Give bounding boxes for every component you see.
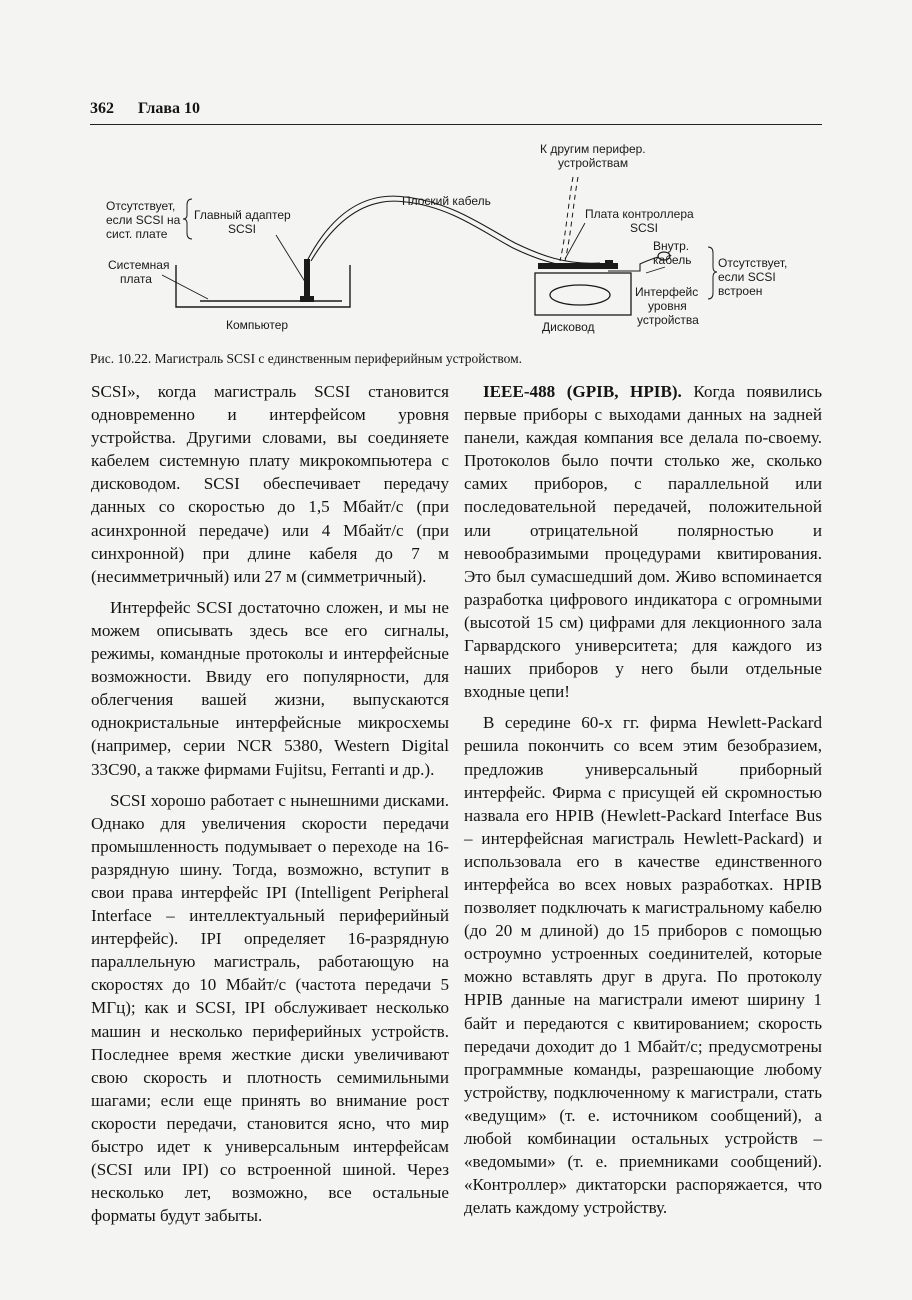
paragraph: SCSI хорошо работает с нынешними дисками. Однако для увеличения скорости передачи промышленность подумывает о переходе на 16-разрядную шину. Тогда, возможно, вступит в свои права интерфейс IPI (Intelligent Peripheral Interface – интеллектуальный периферийный интерфейс). IPI определяет 16-разрядную параллельную магистраль, работающую на скоростях до 10 Мбайт/с (частота передачи 5 МГц); как и SCSI, IPI обслуживает несколько машин и несколько периферийных устройств. Последнее время жесткие диски увеличивают свою скорость и плотность семимильными шагами; если еще принять во внимание рост скорости передачи, становится ясно, что мир быстро идет к универсальным интерфейсам (SCSI или IPI) со встроенной шиной. Через несколько лет, возможно, все остальные форматы будут забыты. — [91, 790, 449, 1226]
paragraph: SCSI», когда магистраль SCSI становится одновременно и интерфейсом уровня устройства. Другими словами, вы соединяете кабелем системную плату микрокомпьютера с дисководом. SCSI обеспечивает передачу данных со скоростью до 1,5 Мбайт/с (при асинхронной передаче) или 4 Мбайт/с (при синхронной) при длине кабеля до 7 м (несимметричный) или 27 м (симметричный). — [91, 382, 449, 586]
label-disk-drive: Дисковод — [542, 320, 595, 334]
label-device-iface-3: устройства — [637, 313, 699, 327]
label-other-devices-2: устройствам — [558, 156, 629, 170]
page-number: 362 — [90, 100, 114, 117]
paragraph: В середине 60-х гг. фирма Hewlett-Packard решила покончить со всем этим безобразием, предложив универсальный приборный интерфейс. Фирма с присущей ей скромностью назвала его HPIB (Hewlett-Packard Interface Bus – интерфейсная магистраль Hewlett-Packard) и использовала его в качестве единственного интерфейса во всех новых разработках. HPIB позволяет подключать к магистральному кабелю (до 20 м длиной) до 15 приборов с помощью остроумно устроенных соединителей, которые можно вставлять друг в друга. По протоколу HPIB данные на магистрали имеют ширину 1 байт и передаются с квитированием; скорость передачи доходит до 1 Мбайт/с; предусмотрены программные команды, разрешающие любому устройству, подключенному к магистрали, стать «ведущим» (т. е. источником сообщений), а любой комбинации остальных устройств – «ведомыми» (т. е. приемниками сообщений). «Контроллер» диктаторски распоряжается, что делать каждому устройству. — [464, 713, 822, 1218]
other-devices-link — [560, 177, 578, 261]
label-internal-cable-1: Внутр. — [653, 239, 690, 253]
paragraph — [464, 380, 822, 703]
label-device-iface-2: уровня — [648, 299, 687, 313]
right-brace — [708, 247, 717, 299]
label-absent-right-3: встроен — [718, 284, 763, 298]
label-absent-right-2: если SCSI — [718, 270, 776, 284]
label-absent-left-2: если SCSI на — [106, 213, 181, 227]
controller-connector — [605, 260, 613, 266]
label-controller-2: SCSI — [630, 221, 659, 235]
scsi-bus-figure — [80, 135, 830, 345]
disk-drive — [535, 273, 631, 315]
label-motherboard-2: плата — [120, 272, 152, 286]
label-other-devices-1: К другим перифер. — [540, 142, 646, 156]
left-column — [91, 380, 449, 1235]
page-header — [90, 100, 822, 125]
label-absent-right-1: Отсутствует, — [718, 256, 788, 270]
host-adapter-card — [304, 259, 310, 301]
left-brace — [183, 199, 192, 239]
paragraph-text: Когда появились первые приборы с выходами данных на задней панели, каждая компания все делала по-своему. Протоколов было почти столько же, сколько самих приборов, с параллельной или последовательной передачей, положительной или отрицательной полярностью и невообразимыми процедурами квитирования. Это был сумасшедший дом. Живо вспоминается разработка цифрового индикатора с огромными (высотой 15 см) цифрами для лекционного зала Гарвардского университета; для каждого из наших приборов у него были отдельные входные цепи! — [464, 382, 822, 702]
label-host-adapter-1: Главный адаптер — [194, 208, 291, 222]
label-internal-cable-2: кабель — [653, 253, 692, 267]
right-column — [464, 380, 822, 1227]
label-absent-left-3: сист. плате — [106, 227, 168, 241]
label-absent-left-1: Отсутствует, — [106, 199, 176, 213]
label-motherboard-1: Системная — [108, 258, 170, 272]
label-host-adapter-2: SCSI — [228, 222, 257, 236]
figure-caption: Рис. 10.22. Магистраль SCSI с единственным периферийным устройством. — [90, 351, 523, 366]
label-controller-1: Плата контроллера — [585, 207, 694, 221]
paragraph: Интерфейс SCSI достаточно сложен, и мы не можем описывать здесь все его сигналы, режимы, командные протоколы и интерфейсные возможности. Ввиду его популярности, для облегчения вашей жизни, выпускаются однокристальные интерфейсные микросхемы (например, серии NCR 5380, Western Digital 33C90, а также фирмами Fujitsu, Ferranti и др.). — [91, 597, 449, 779]
label-flat-cable: Плоский кабель — [402, 194, 491, 208]
label-device-iface-1: Интерфейс — [635, 285, 699, 299]
label-computer: Компьютер — [226, 318, 289, 332]
section-run-head: IEEE-488 (GPIB, HPIB). — [483, 382, 682, 401]
host-adapter-base — [300, 296, 314, 302]
chapter-title: Глава 10 — [138, 100, 200, 117]
